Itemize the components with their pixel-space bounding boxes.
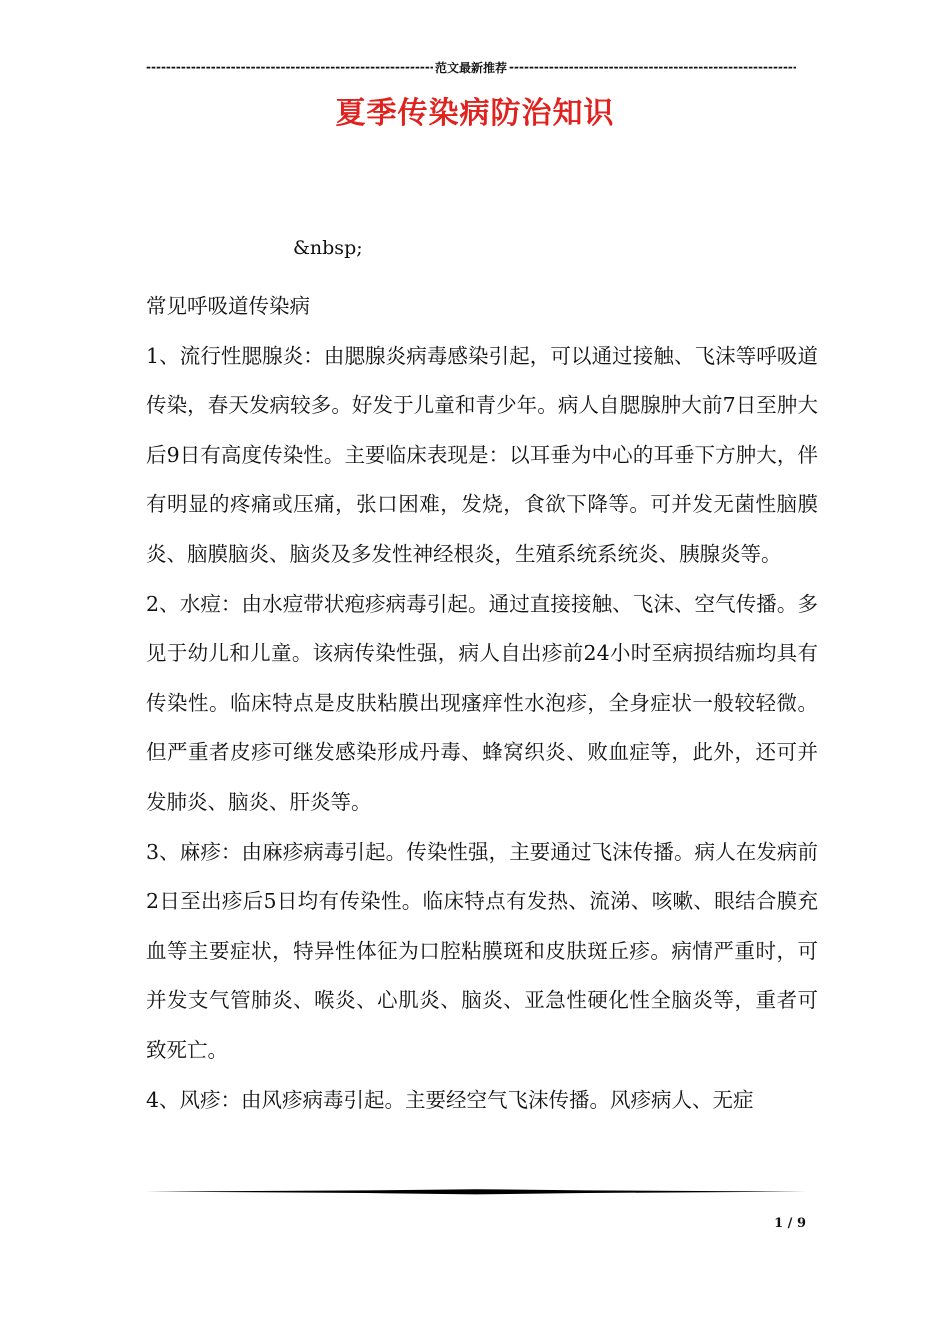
document-body [146,282,818,1125]
footer-rule [146,1188,806,1196]
paragraph-chickenpox: 2、水痘：由水痘带状疱疹病毒引起。通过直接接触、飞沫、空气传播。多见于幼儿和儿童。该病传染性强，病人自出疹前24小时至病损结痂均具有传染性。临床特点是皮肤粘膜出现瘙痒性水泡疹，全身症状一般较轻微。但严重者皮疹可继发感染形成丹毒、蜂窝织炎、败血症等，此外，还可并发肺炎、脑炎、肝炎等。 [146,591,818,814]
paragraph-mumps: 1、流行性腮腺炎：由腮腺炎病毒感染引起，可以通过接触、飞沫等呼吸道传染，春天发病较多。好发于儿童和青少年。病人自腮腺肿大前7日至肿大后9日有高度传染性。主要临床表现是：以耳垂为中心的耳垂下方肿大，伴有明显的疼痛或压痛，张口困难，发烧，食欲下降等。可并发无菌性脑膜炎、脑膜脑炎、脑炎及多发性神经根炎，生殖系统系统炎、胰腺炎等。 [146,343,818,566]
paragraph-rubella: 4、风疹：由风疹病毒引起。主要经空气飞沫传播。风疹病人、无症 [146,1087,754,1112]
header-label: 范文最新推荐 [435,60,508,75]
section-heading: 常见呼吸道传染病 [146,294,310,318]
document-title: 夏季传染病防治知识 [335,96,615,131]
footer-rule-shape [146,1189,806,1194]
header-dash-left [146,60,433,74]
nbsp-text: &nbsp; [293,237,363,259]
paragraph-measles: 3、麻疹：由麻疹病毒引起。传染性强，主要通过飞沫传播。病人在发病前2日至出疹后5日均有传染性。临床特点有发热、流涕、咳嗽、眼结合膜充血等主要症状，特异性体征为口腔粘膜斑和皮肤斑丘疹。病情严重时，可并发支气管肺炎、喉炎、心肌炎、脑炎、亚急性硬化性全脑炎等，重者可致死亡。 [146,839,818,1062]
page-number: 1 / 9 [774,1216,806,1231]
header-banner [146,56,796,78]
header-dash-right [509,60,796,74]
